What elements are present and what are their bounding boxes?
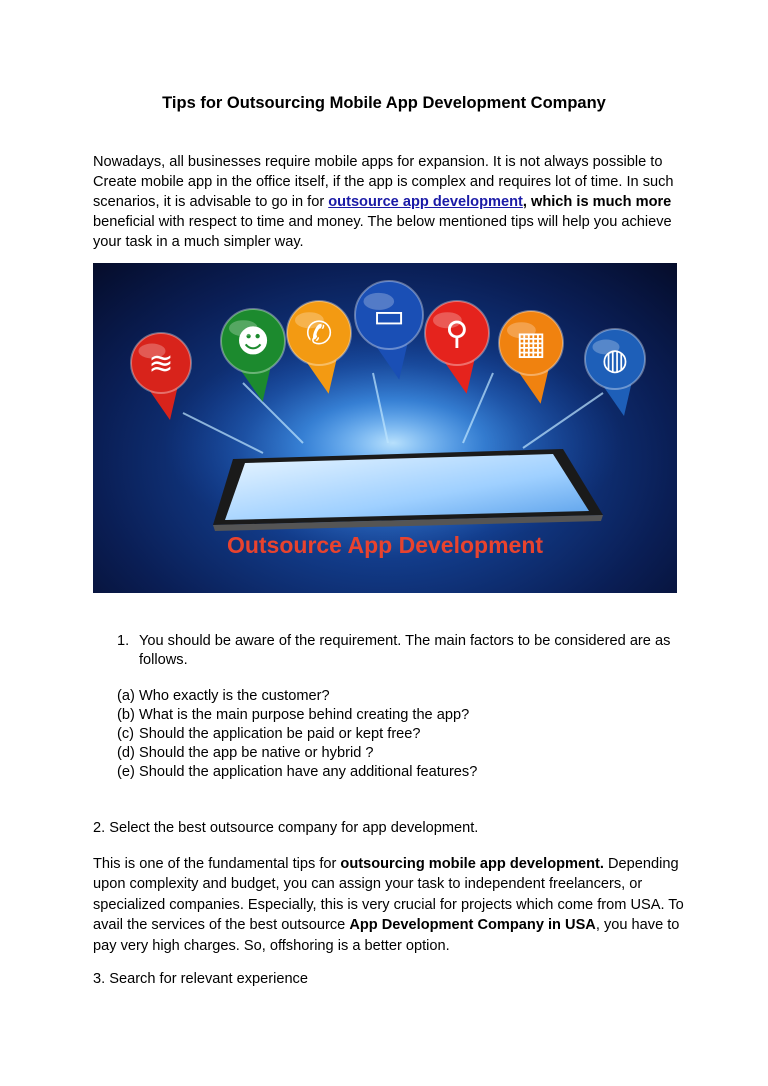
intro-line-2: Create mobile app in the office itself, if the app is complex and requires lot of time. In such [93,174,674,190]
svg-text:◍: ◍ [601,342,629,378]
sublist-text-e: Should the application have any additional features? [139,764,478,780]
para2-line-2: upon complexity and budget, you can assign your task to independent freelancers, or [93,876,643,893]
para2-line-1-post: Depending [603,856,679,872]
sublist-item-e [117,763,135,782]
svg-text:☻: ☻ [236,322,270,361]
list-marker-1: 1. [117,633,130,649]
hero-illustration [93,263,677,593]
sublist-marker-c: (c) [117,726,135,742]
sublist-text-c: Should the application be paid or kept free? [139,726,421,742]
svg-text:▭: ▭ [372,295,406,336]
list-item-1-line-2: follows. [139,652,188,668]
svg-text:⚲: ⚲ [445,314,469,353]
list-item-1-text [139,632,684,670]
outsource-app-development-link[interactable]: outsource app development [328,194,523,210]
sublist-marker-d: (d) [117,745,135,761]
sublist-marker-a: (a) [117,688,135,704]
sublist-item-b [117,706,135,725]
sublist-marker-e: (e) [117,764,135,780]
para2-line-4-pre: avail the services of the best outsource [93,917,350,934]
sublist-item-a [117,687,135,706]
intro-line-3-pre: scenarios, it is advisable to go in for [93,194,329,210]
svg-text:≋: ≋ [148,346,174,382]
point-2-heading: 2. Select the best outsource company for app development. [93,820,479,836]
hero-image [93,263,677,593]
sublist-item-c [117,725,134,744]
document-title: Tips for Outsourcing Mobile App Development Company [162,94,606,112]
paragraph-2 [93,854,693,956]
svg-text:▦: ▦ [515,324,547,363]
sublist-item-d [117,744,135,763]
sublist-text-a: Who exactly is the customer? [139,688,330,704]
svg-text:✆: ✆ [305,314,333,353]
para2-bold-1: outsourcing mobile app development. [340,856,604,872]
para2-line-3: specialized companies. Especially, this is very crucial for projects which come from USA. To [93,896,684,913]
sublist-marker-b: (b) [117,707,135,723]
para2-line-1-pre: This is one of the fundamental tips for [93,856,341,872]
sublist-text-b: What is the main purpose behind creating the app? [139,707,470,723]
intro-line-4: beneficial with respect to time and money. The below mentioned tips will help you achieve [93,214,672,230]
list-item-1-line-1: You should be aware of the requirement. The main factors to be considered are as [139,633,671,649]
para2-line-4-post: , you have to [595,917,680,934]
point-3-heading: 3. Search for relevant experience [93,971,308,987]
intro-line-3-post: , which is much more [522,194,672,210]
sublist-text-d: Should the app be native or hybrid ? [139,745,374,761]
intro-line-1: Nowadays, all businesses require mobile apps for expansion. It is not always possible to [93,154,663,170]
tablet-device [213,449,603,531]
hero-caption: Outsource App Development [226,532,544,558]
para2-bold-2: App Development Company in USA [349,917,596,934]
intro-line-5: your task in a much simpler way. [93,234,304,250]
intro-paragraph [93,152,683,252]
para2-line-5: pay very high charges. So, offshoring is a better option. [93,937,450,954]
